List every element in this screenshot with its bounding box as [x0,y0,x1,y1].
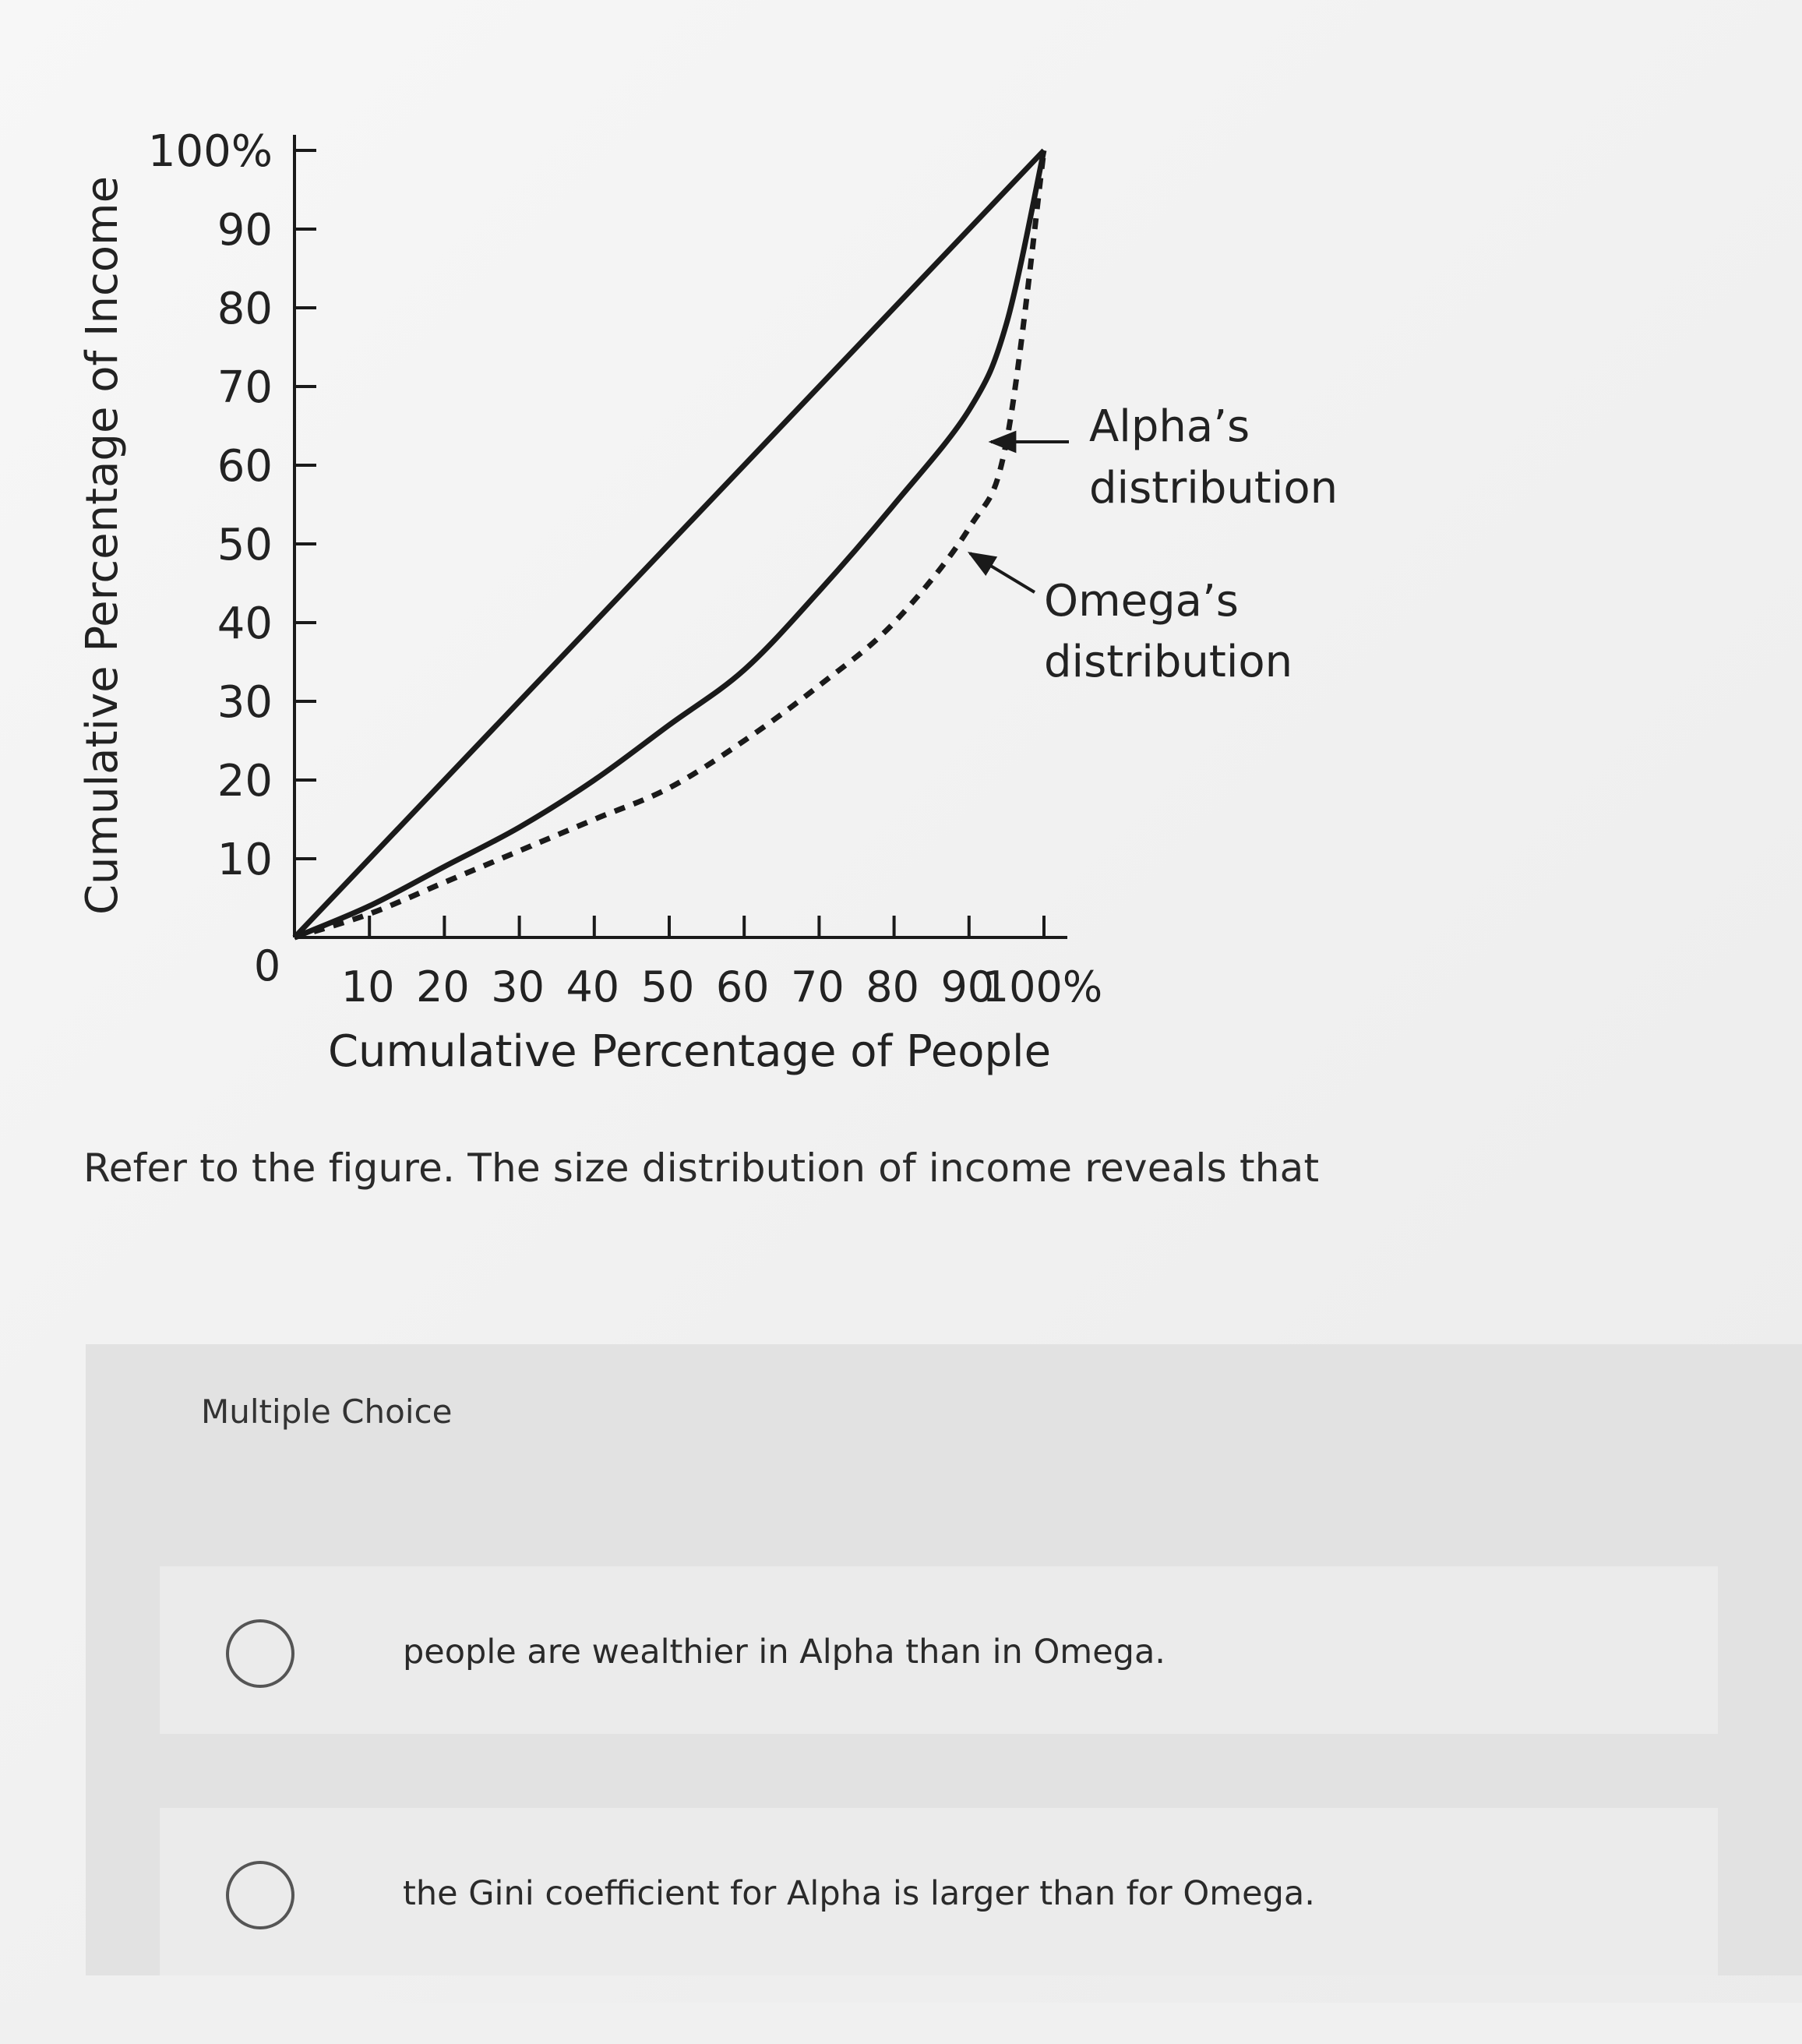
omega-annotation-line1: Omega’s [1044,576,1239,627]
y-tick-label: 30 [217,677,273,728]
x-tick-label: 10 [340,962,395,1011]
omega-annotation-line2: distribution [1044,637,1293,687]
answer-option-label[interactable]: the Gini coefficient for Alpha is larger than for Omega. [403,1874,1315,1913]
y-tick-label: 100% [147,126,273,177]
y-tick-label: 20 [217,756,273,807]
alpha-annotation-line1: Alpha’s [1089,401,1250,452]
y-tick-label: 60 [217,441,273,492]
y-tick-label: 50 [217,520,273,570]
omega-arrow [970,553,1035,592]
answer-option-1[interactable] [160,1566,1718,1734]
radio-button-icon[interactable] [226,1861,294,1929]
answer-option-2[interactable] [160,1808,1718,1975]
x-tick-label: 90 [940,962,995,1011]
multiple-choice-panel [86,1344,1802,1975]
alpha-annotation-line2: distribution [1089,463,1338,514]
x-tick-label: 60 [715,962,770,1011]
y-axis-title: Cumulative Percentage of Income [77,175,128,916]
x-tick-label: 30 [491,962,545,1011]
x-tick-label: 40 [566,962,620,1011]
x-tick-label: 50 [640,962,695,1011]
bottom-strip [0,2003,1802,2044]
x-tick-label: 70 [791,962,845,1011]
x-tick-label: 100% [982,962,1103,1011]
y-tick-label: 70 [217,362,273,413]
multiple-choice-title: Multiple Choice [201,1393,453,1431]
x-tick-label: 80 [866,962,919,1011]
question-text: Refer to the figure. The size distribution of income reveals that [83,1146,1320,1191]
y-tick-label: 40 [217,598,273,649]
radio-button-icon[interactable] [226,1619,294,1688]
equality-line [294,150,1044,937]
y-tick-label: 10 [217,835,273,885]
answer-option-label[interactable]: people are wealthier in Alpha than in Omega. [403,1633,1165,1672]
y-tick-label: 90 [217,205,273,256]
x-tick-label: 20 [416,962,470,1011]
y-tick-label: 80 [217,284,273,334]
x-axis-title: Cumulative Percentage of People [327,1026,1052,1077]
origin-label: 0 [253,941,281,990]
